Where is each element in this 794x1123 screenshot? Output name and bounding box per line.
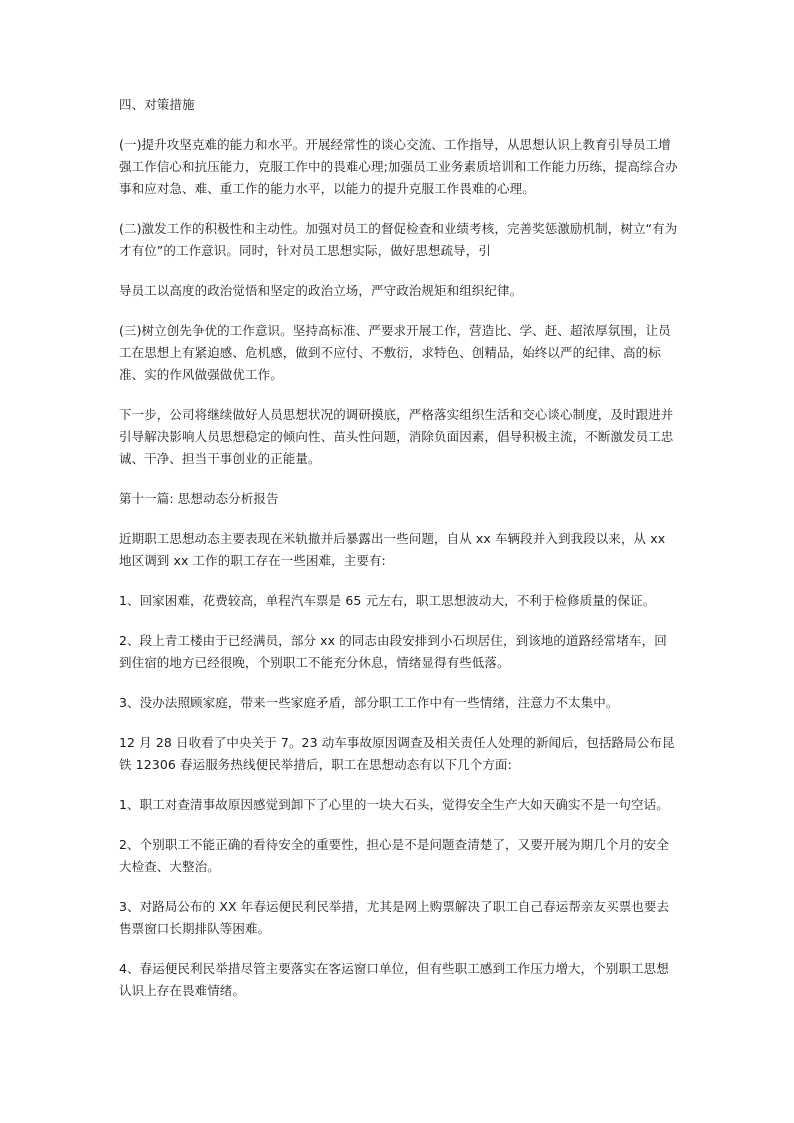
paragraph: 12 月 28 日收看了中央关于 7。23 动车事故原因调查及相关责任人处理的新闻后，包括路局公布昆铁 12306 春运服务热线便民举措后，职工在思想动态有以下几个方面:: [119, 735, 675, 772]
list-item: 1、回家困难，花费较高，单程汽车票是 65 元左右，职工思想波动大，不利于检修质量的保证。: [119, 593, 656, 608]
paragraph: (二)激发工作的积极性和主动性。加强对员工的督促检查和业绩考核，完善奖惩激励机制，树立“有为才有位”的工作意识。同时，针对员工思想实际，做好思想疏导，引: [119, 221, 678, 258]
chapter-title: 第十一篇: 思想动态分析报告: [119, 491, 279, 506]
list-item: 1、职工对查清事故原因感觉到卸下了心里的一块大石头，觉得安全生产大如天确实不是一句空话。: [119, 797, 669, 812]
section-heading: 四、对策措施: [119, 97, 195, 112]
paragraph: (一)提升攻坚克难的能力和水平。开展经常性的谈心交流、工作指导，从思想认识上教育引导员工增强工作信心和抗压能力，克服工作中的畏难心理;加强员工业务素质培训和工作能力历练，提高综合办事和应对急、难、重工作的能力水平，以能力的提升克服工作畏难的心理。: [119, 137, 678, 196]
list-item: 2、段上青工楼由于已经满员，部分 xx 的同志由段安排到小石坝居住，到该地的道路经常堵车，回到住宿的地方已经很晚，个别职工不能充分休息，情绪显得有些低落。: [119, 633, 667, 670]
document-body: [119, 94, 679, 1002]
paragraph: 下一步，公司将继续做好人员思想状况的调研摸底，严格落实组织生活和交心谈心制度，及时跟进并引导解决影响人员思想稳定的倾向性、苗头性问题，消除负面因素，倡导积极主流，不断激发员工忠诚、干净、担当干事创业的正能量。: [119, 407, 674, 466]
list-item: 2、个别职工不能正确的看待安全的重要性，担心是不是问题查清楚了，又要开展为期几个月的安全大检查、大整治。: [119, 837, 669, 874]
list-item: 4、春运便民利民举措尽管主要落实在客运窗口单位，但有些职工感到工作压力增大，个别职工思想认识上存在畏难情绪。: [119, 961, 669, 998]
list-item: 3、没办法照顾家庭，带来一些家庭矛盾，部分职工工作中有一些情绪，注意力不太集中。: [119, 695, 619, 710]
list-item: 3、对路局公布的 XX 年春运便民利民举措，尤其是网上购票解决了职工自己春运帮亲友买票也要去售票窗口长期排队等困难。: [119, 899, 670, 936]
paragraph: 导员工以高度的政治觉悟和坚定的政治立场，严守政治规矩和组织纪律。: [119, 283, 523, 298]
paragraph: (三)树立创先争优的工作意识。坚持高标准、严要求开展工作，营造比、学、赶、超浓厚氛围，让员工在思想上有紧迫感、危机感，做到不应付、不敷衍，求特色、创精品，始终以严的纪律、高的标准、实的作风做强做优工作。: [119, 323, 671, 382]
paragraph: 近期职工思想动态主要表现在米轨撤并后暴露出一些问题，自从 xx 车辆段并入到我段以来，从 xx 地区调到 xx 工作的职工存在一些困难，主要有:: [119, 531, 666, 568]
